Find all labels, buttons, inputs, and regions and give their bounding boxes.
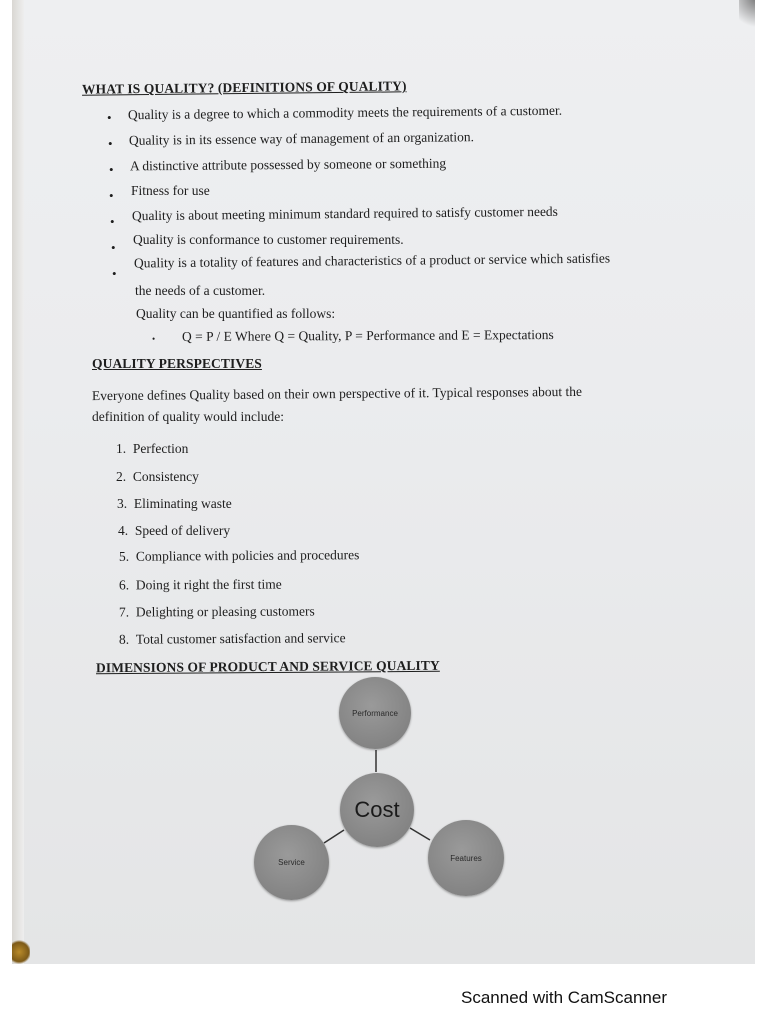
- list-text: Total customer satisfaction and service: [135, 630, 346, 647]
- node-label: Service: [278, 858, 305, 867]
- section-title-perspectives: QUALITY PERSPECTIVES: [92, 356, 262, 371]
- scanned-page: [12, 0, 755, 964]
- list-text: Compliance with policies and procedures: [135, 547, 360, 564]
- bullet-icon: •: [112, 266, 117, 281]
- bullet-icon: •: [109, 188, 114, 203]
- definition-bullet: Fitness for use: [131, 183, 210, 198]
- scanner-watermark: Scanned with CamScanner: [461, 988, 668, 1007]
- diagram-node-service: [254, 825, 329, 900]
- list-text: Perfection: [132, 441, 189, 456]
- bullet-icon: •: [107, 110, 112, 125]
- list-number: 1.: [116, 441, 127, 456]
- list-text: Speed of delivery: [134, 523, 231, 538]
- list-number: 2.: [116, 469, 127, 484]
- node-label: Performance: [352, 708, 398, 718]
- diagram-node-performance: [339, 677, 411, 749]
- perspectives-intro-continued: definition of quality would include:: [92, 409, 284, 424]
- list-text: Eliminating waste: [133, 496, 232, 511]
- node-label: Features: [450, 853, 482, 863]
- list-number: 4.: [118, 523, 129, 538]
- definition-bullet: Quality is conformance to customer requirements.: [133, 232, 404, 247]
- bullet-icon: •: [109, 162, 114, 177]
- list-text: Consistency: [132, 469, 199, 484]
- connector-line: [324, 830, 344, 843]
- bullet-icon: •: [111, 240, 116, 255]
- section-title-definitions: WHAT IS QUALITY? (DEFINITIONS OF QUALITY): [81, 78, 407, 97]
- diagram-node-cost: [340, 773, 414, 847]
- list-text: Doing it right the first time: [135, 576, 282, 593]
- perspectives-intro: Everyone defines Quality based on their own perspective of it. Typical responses about the: [91, 383, 582, 404]
- node-label: Cost: [354, 797, 400, 822]
- bullet-icon: •: [108, 136, 113, 151]
- list-number: 5.: [118, 548, 130, 564]
- definition-bullet: Quality is a totality of features and characteristics of a product or service which satisfies: [133, 250, 611, 271]
- list-number: 8.: [118, 631, 130, 647]
- quantified-line: Quality can be quantified as follows:: [136, 306, 336, 321]
- section-title-dimensions: DIMENSIONS OF PRODUCT AND SERVICE QUALITY: [95, 657, 440, 676]
- definition-bullet: A distinctive attribute possessed by someone or something: [129, 155, 447, 174]
- definition-bullet: Quality is in its essence way of management of an organization.: [128, 129, 475, 148]
- definition-bullet-continuation: the needs of a customer.: [135, 283, 266, 298]
- connector-line: [410, 828, 430, 840]
- definition-bullet: Quality is a degree to which a commodity meets the requirements of a customer.: [127, 102, 563, 123]
- bullet-icon: •: [110, 214, 115, 229]
- list-number: 7.: [118, 604, 130, 620]
- list-text: Delighting or pleasing customers: [135, 603, 315, 620]
- list-number: 3.: [117, 496, 128, 511]
- diagram-node-features: [428, 820, 504, 896]
- quality-formula: Q = P / E Where Q = Quality, P = Performance and E = Expectations: [181, 327, 554, 344]
- list-number: 6.: [118, 577, 130, 593]
- definition-bullet: Quality is about meeting minimum standard required to satisfy customer needs: [131, 203, 558, 224]
- bullet-icon: •: [152, 334, 156, 344]
